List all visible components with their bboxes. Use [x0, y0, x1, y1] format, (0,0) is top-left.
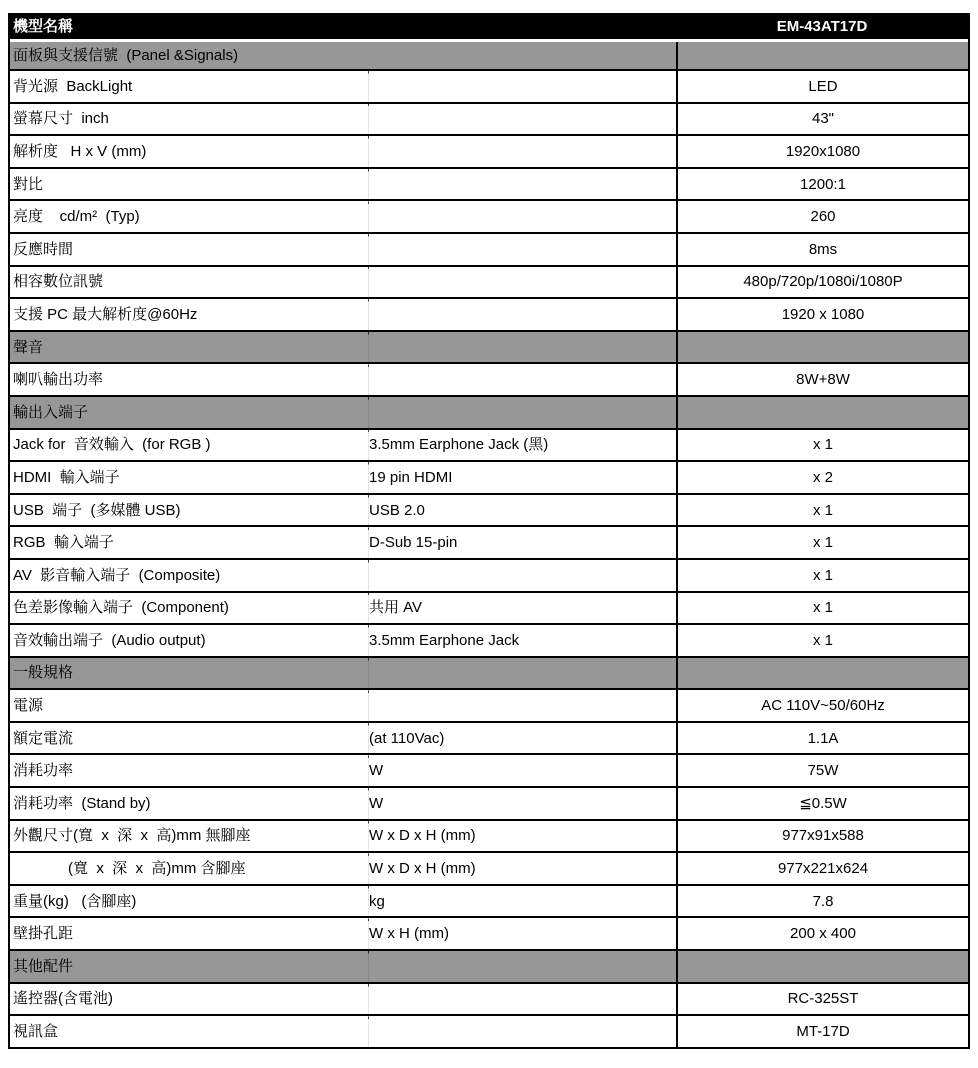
- spec-label: HDMI 輸入端子: [13, 468, 120, 486]
- spec-row: [10, 71, 968, 104]
- section-title: 一般規格: [13, 664, 74, 682]
- spec-value: 200 x 400: [676, 918, 968, 949]
- spec-value: 75W: [676, 755, 968, 786]
- spec-row: [10, 755, 968, 788]
- spec-row: [10, 364, 968, 397]
- spec-value: AC 110V~50/60Hz: [676, 690, 968, 721]
- section-title: 輸出入端子: [13, 403, 89, 421]
- header-row: [10, 13, 968, 42]
- spec-sublabel: [366, 560, 676, 591]
- spec-row: [10, 169, 968, 202]
- spec-sublabel: [366, 267, 676, 298]
- spec-row: [10, 918, 968, 951]
- section-row: [10, 332, 968, 365]
- spec-row: [10, 690, 968, 723]
- spec-value: 8ms: [676, 234, 968, 265]
- spec-label: 背光源 BackLight: [13, 77, 133, 95]
- section-row: [10, 397, 968, 430]
- spec-label: 遙控器(含電池): [13, 990, 113, 1008]
- spec-sublabel: 3.5mm Earphone Jack (黑): [369, 436, 549, 454]
- spec-value: x 1: [676, 593, 968, 624]
- spec-label: 相容數位訊號: [13, 273, 104, 291]
- spec-sublabel: [366, 169, 676, 200]
- spec-label: 電源: [13, 697, 44, 715]
- spec-value: x 1: [676, 495, 968, 526]
- spec-sublabel: [366, 136, 676, 167]
- spec-row: [10, 625, 968, 658]
- section-row: [10, 951, 968, 984]
- spec-label: (寬 x 深 x 高)mm 含腳座: [68, 860, 246, 878]
- spec-label: 對比: [13, 175, 44, 193]
- spec-row: [10, 560, 968, 593]
- spec-label: 支援 PC 最大解析度@60Hz: [13, 305, 198, 323]
- spec-label: 解析度 H x V (mm): [13, 142, 147, 160]
- spec-row: [10, 723, 968, 756]
- spec-sublabel: 共用 AV: [369, 599, 423, 617]
- spec-sublabel: [366, 984, 676, 1015]
- section-row: [10, 658, 968, 691]
- spec-row: [10, 853, 968, 886]
- section-row: [10, 42, 968, 71]
- spec-label: 壁掛孔距: [13, 925, 74, 943]
- section-value-cell: [676, 42, 968, 69]
- spec-value: x 1: [676, 430, 968, 461]
- spec-value: 480p/720p/1080i/1080P: [676, 267, 968, 298]
- spec-row: [10, 984, 968, 1017]
- spec-label: 色差影像輸入端子 (Component): [13, 599, 229, 617]
- spec-label: 消耗功率 (Stand by): [13, 794, 151, 812]
- spec-value: 8W+8W: [676, 364, 968, 395]
- spec-row: [10, 1016, 968, 1049]
- spec-row: [10, 136, 968, 169]
- spec-label: AV 影音輸入端子 (Composite): [13, 566, 221, 584]
- spec-label: USB 端子 (多媒體 USB): [13, 501, 181, 519]
- spec-value: 1.1A: [676, 723, 968, 754]
- spec-label: 視訊盒: [13, 1023, 59, 1041]
- spec-value: 260: [676, 201, 968, 232]
- spec-sublabel: [366, 71, 676, 102]
- spec-sublabel: W: [369, 762, 384, 780]
- spec-label: 喇叭輸出功率: [13, 371, 104, 389]
- spec-label: 反應時間: [13, 240, 74, 258]
- spec-value: x 2: [676, 462, 968, 493]
- spec-sublabel: W x H (mm): [369, 925, 449, 943]
- spec-sublabel: W: [369, 794, 384, 812]
- spec-sublabel: kg: [369, 892, 385, 910]
- spec-value: 7.8: [676, 886, 968, 917]
- spec-label: 消耗功率: [13, 762, 74, 780]
- spec-value: x 1: [676, 560, 968, 591]
- spec-sublabel: [366, 201, 676, 232]
- spec-value: x 1: [676, 527, 968, 558]
- spec-value: x 1: [676, 625, 968, 656]
- spec-row: [10, 299, 968, 332]
- spec-row: [10, 234, 968, 267]
- spec-row: [10, 104, 968, 137]
- spec-sublabel: [366, 234, 676, 265]
- section-title: 聲音: [13, 338, 44, 356]
- spec-sublabel: 19 pin HDMI: [369, 468, 453, 486]
- spec-value: 1200:1: [676, 169, 968, 200]
- spec-row: [10, 201, 968, 234]
- spec-label: 外觀尺寸(寬 x 深 x 高)mm 無腳座: [13, 827, 251, 845]
- spec-label: 額定電流: [13, 729, 74, 747]
- spec-table: [8, 13, 970, 1049]
- model-name-label: 機型名稱: [13, 17, 74, 35]
- spec-value: 1920x1080: [676, 136, 968, 167]
- spec-sublabel: D-Sub 15-pin: [369, 534, 458, 552]
- spec-value: ≦0.5W: [676, 788, 968, 819]
- section-value-cell: [676, 658, 968, 689]
- spec-row: [10, 593, 968, 626]
- spec-sublabel: [366, 104, 676, 135]
- spec-label: 重量(kg) (含腳座): [13, 892, 137, 910]
- spec-row: [10, 788, 968, 821]
- spec-sublabel: (at 110Vac): [369, 729, 445, 747]
- spec-row: [10, 495, 968, 528]
- spec-row: [10, 462, 968, 495]
- spec-value: 977x221x624: [676, 853, 968, 884]
- spec-value: MT-17D: [676, 1016, 968, 1047]
- spec-sublabel: [366, 364, 676, 395]
- model-number: EM-43AT17D: [776, 17, 868, 35]
- spec-label: RGB 輸入端子: [13, 534, 114, 552]
- spec-sublabel: [366, 299, 676, 330]
- section-value-cell: [676, 951, 968, 982]
- spec-value: 43": [676, 104, 968, 135]
- spec-sublabel: W x D x H (mm): [369, 860, 476, 878]
- spec-label: 亮度 cd/m² (Typ): [13, 208, 140, 226]
- spec-sublabel: [366, 690, 676, 721]
- spec-sublabel: W x D x H (mm): [369, 827, 476, 845]
- section-value-cell: [676, 397, 968, 428]
- spec-sublabel: USB 2.0: [369, 501, 425, 519]
- spec-value: 1920 x 1080: [676, 299, 968, 330]
- spec-sublabel: [366, 1016, 676, 1047]
- spec-label: 音效輸出端子 (Audio output): [13, 631, 206, 649]
- spec-value: 977x91x588: [676, 821, 968, 852]
- spec-label: 螢幕尺寸 inch: [13, 110, 109, 128]
- spec-row: [10, 886, 968, 919]
- spec-table-body: [10, 42, 968, 1049]
- spec-value: LED: [676, 71, 968, 102]
- spec-label: Jack for 音效輸入 (for RGB ): [13, 436, 211, 454]
- spec-row: [10, 821, 968, 854]
- section-title: 面板與支援信號 (Panel &Signals): [13, 47, 239, 64]
- spec-sublabel: 3.5mm Earphone Jack: [369, 631, 520, 649]
- spec-value: RC-325ST: [676, 984, 968, 1015]
- spec-row: [10, 267, 968, 300]
- section-value-cell: [676, 332, 968, 363]
- spec-row: [10, 430, 968, 463]
- section-title: 其他配件: [13, 957, 74, 975]
- spec-row: [10, 527, 968, 560]
